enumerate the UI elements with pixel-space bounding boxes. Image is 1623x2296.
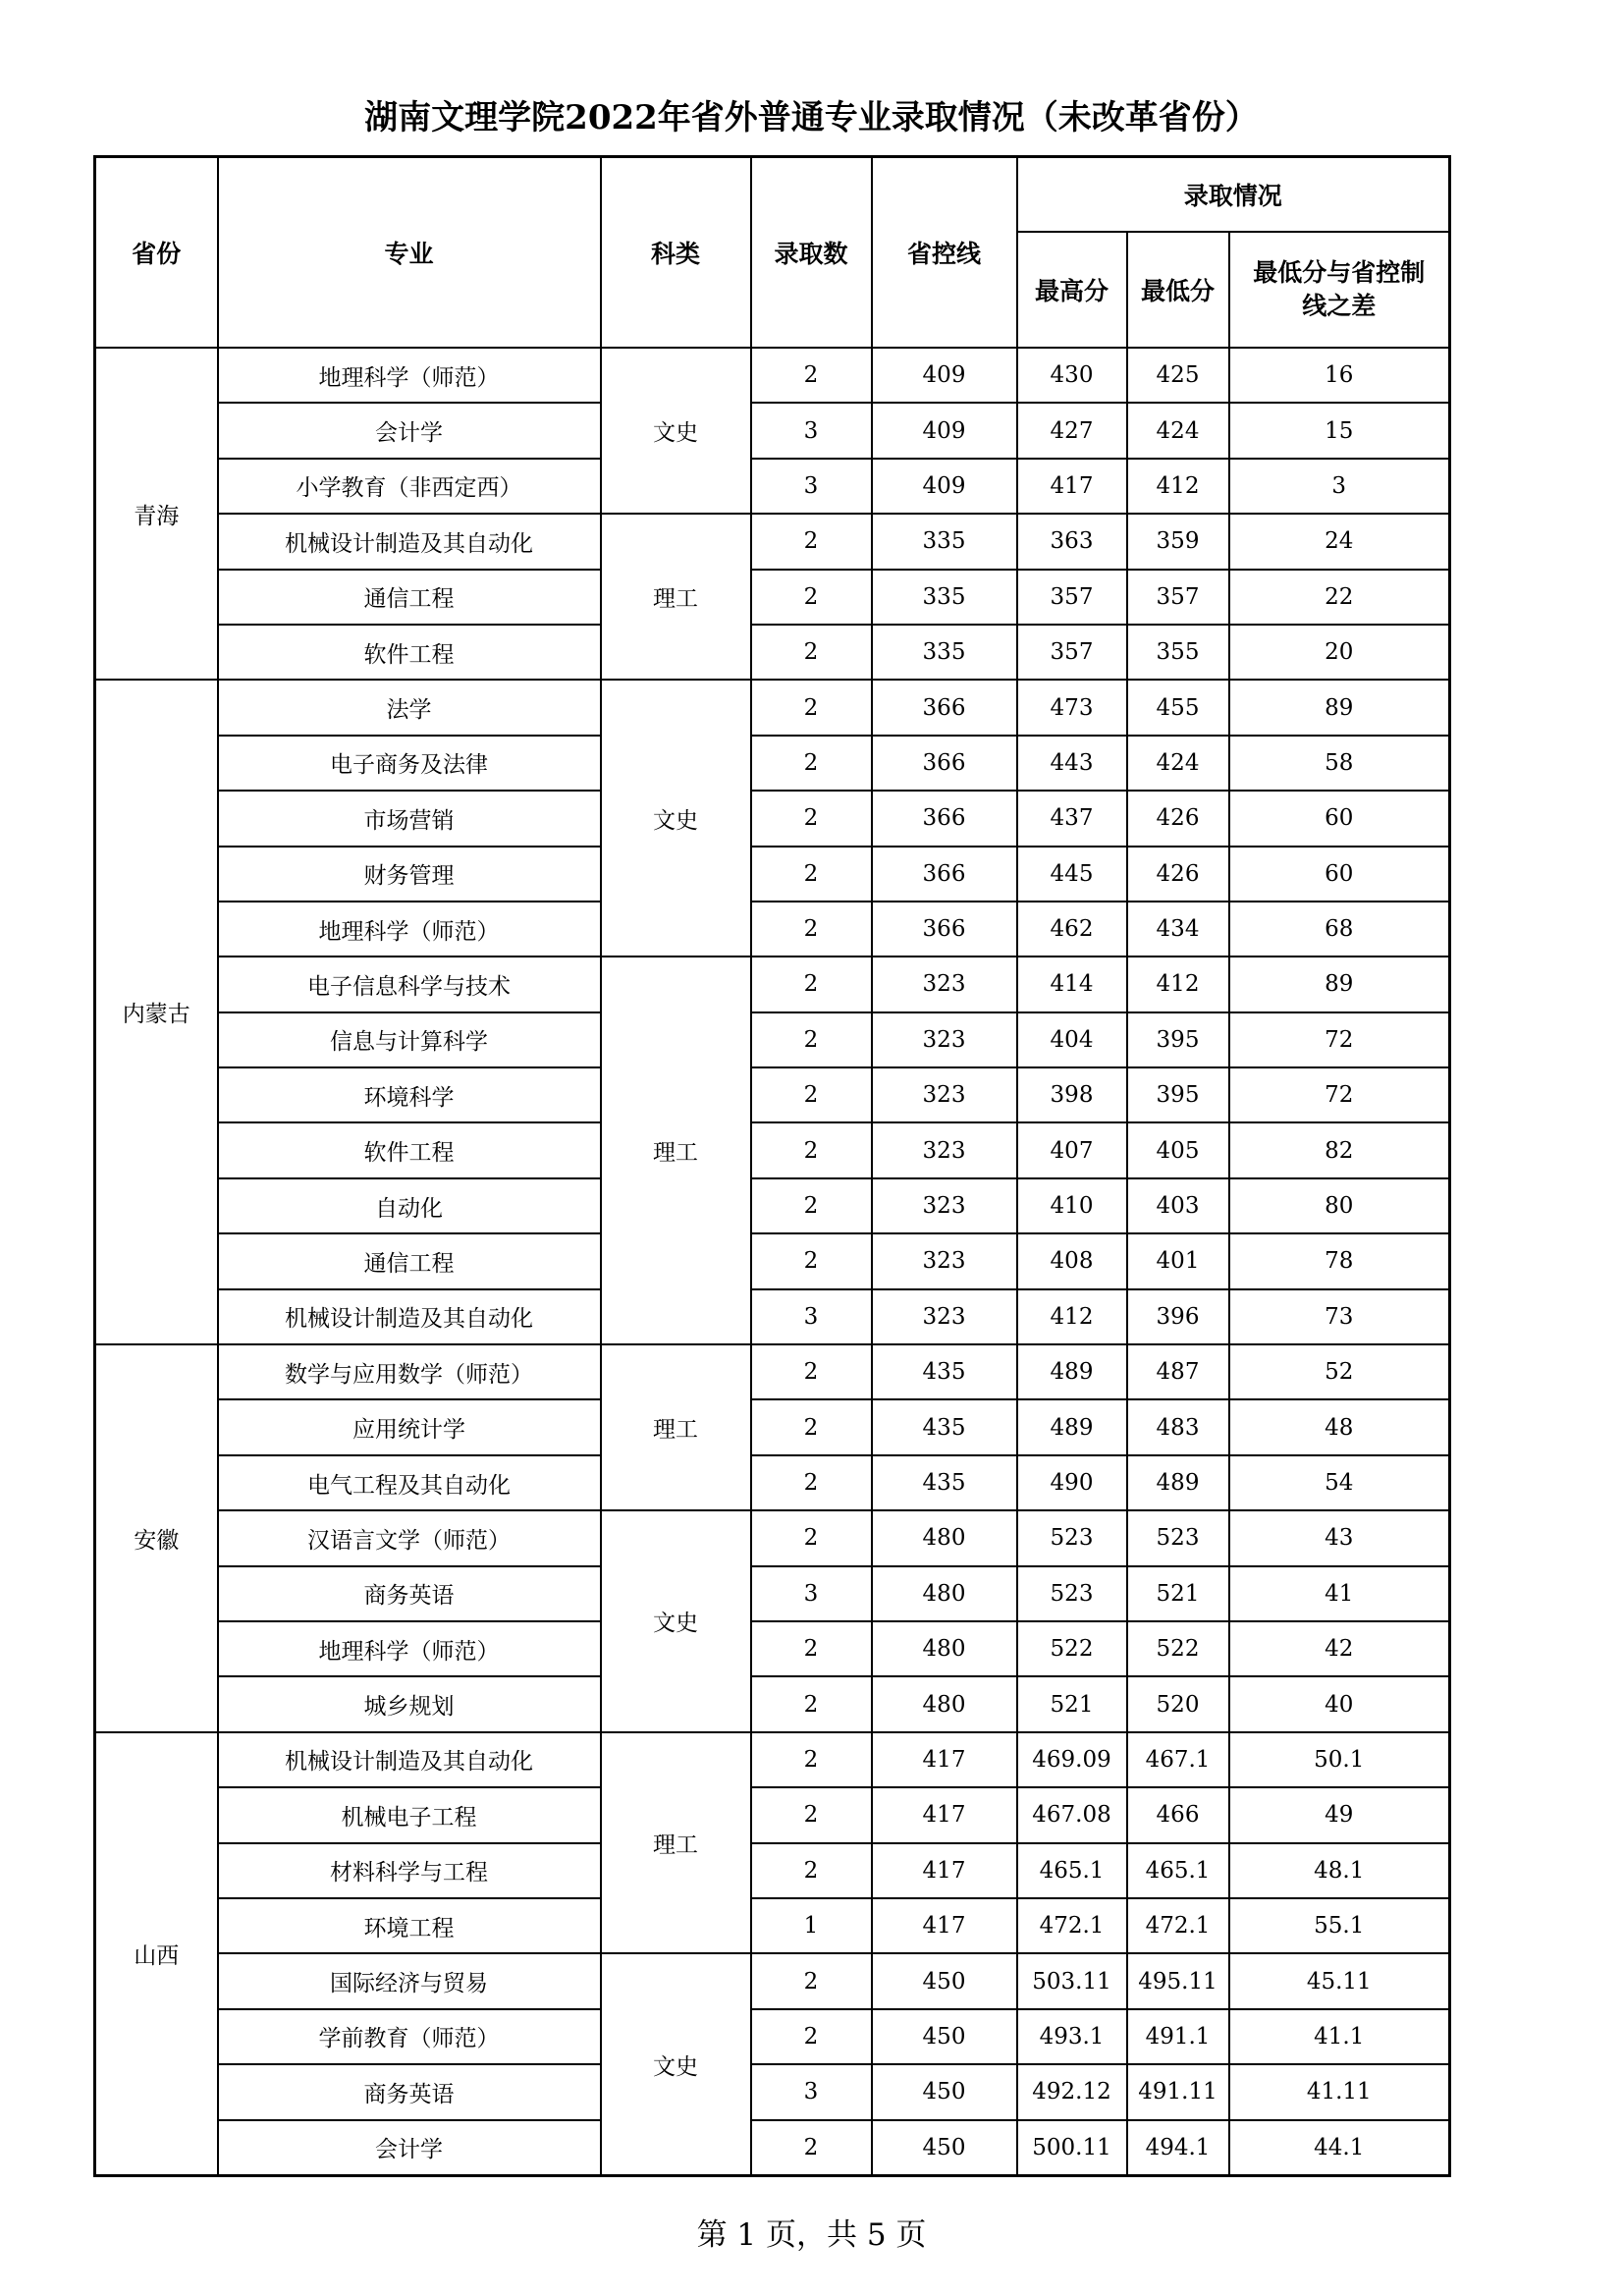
- cell-max-score: 417: [1017, 459, 1127, 514]
- cell-major: 软件工程: [218, 1122, 601, 1177]
- cell-control-line: 435: [872, 1455, 1017, 1510]
- cell-diff: 48: [1229, 1399, 1450, 1454]
- cell-major: 商务英语: [218, 1566, 601, 1621]
- cell-admitted: 3: [751, 403, 872, 458]
- cell-min-score: 491.11: [1127, 2064, 1229, 2119]
- cell-diff: 24: [1229, 514, 1450, 569]
- table-row: [95, 625, 1450, 680]
- table-row: [95, 902, 1450, 957]
- cell-control-line: 450: [872, 2120, 1017, 2176]
- table-row: [95, 1178, 1450, 1233]
- cell-min-score: 465.1: [1127, 1843, 1229, 1898]
- cell-control-line: 480: [872, 1510, 1017, 1565]
- cell-min-score: 395: [1127, 1067, 1229, 1122]
- table-row: [95, 570, 1450, 625]
- cell-diff: 80: [1229, 1178, 1450, 1233]
- cell-max-score: 398: [1017, 1067, 1127, 1122]
- table-row: [95, 348, 1450, 403]
- cell-admitted: 2: [751, 1455, 872, 1510]
- cell-control-line: 450: [872, 2064, 1017, 2119]
- cell-min-score: 494.1: [1127, 2120, 1229, 2176]
- cell-control-line: 409: [872, 403, 1017, 458]
- cell-diff: 78: [1229, 1233, 1450, 1288]
- cell-control-line: 366: [872, 736, 1017, 791]
- cell-diff: 89: [1229, 957, 1450, 1011]
- cell-min-score: 434: [1127, 902, 1229, 957]
- cell-min-score: 403: [1127, 1178, 1229, 1233]
- header-diff: [1229, 232, 1450, 348]
- cell-major: 地理科学（师范）: [218, 1621, 601, 1676]
- cell-control-line: 409: [872, 348, 1017, 403]
- header-diff-label: 最低分与省控制线之差: [1253, 258, 1426, 320]
- table-row: [95, 791, 1450, 846]
- cell-control-line: 480: [872, 1566, 1017, 1621]
- cell-min-score: 520: [1127, 1676, 1229, 1731]
- cell-min-score: 405: [1127, 1122, 1229, 1177]
- cell-control-line: 417: [872, 1787, 1017, 1842]
- cell-control-line: 450: [872, 1953, 1017, 2008]
- cell-max-score: 443: [1017, 736, 1127, 791]
- cell-major: 财务管理: [218, 847, 601, 902]
- cell-max-score: 412: [1017, 1289, 1127, 1344]
- cell-max-score: 492.12: [1017, 2064, 1127, 2119]
- cell-control-line: 323: [872, 1122, 1017, 1177]
- cell-major: 国际经济与贸易: [218, 1953, 601, 2008]
- header-province: 省份: [95, 157, 218, 349]
- cell-major: 地理科学（师范）: [218, 348, 601, 403]
- cell-diff: 43: [1229, 1510, 1450, 1565]
- cell-min-score: 426: [1127, 847, 1229, 902]
- cell-province: 内蒙古: [95, 680, 218, 1344]
- cell-diff: 45.11: [1229, 1953, 1450, 2008]
- cell-max-score: 489: [1017, 1399, 1127, 1454]
- cell-admitted: 2: [751, 514, 872, 569]
- header-admission-group: 录取情况: [1017, 157, 1450, 233]
- table-row: [95, 1953, 1450, 2008]
- table-row: [95, 847, 1450, 902]
- cell-major: 自动化: [218, 1178, 601, 1233]
- table-row: [95, 1732, 1450, 1787]
- cell-major: 通信工程: [218, 1233, 601, 1288]
- table-row: [95, 1012, 1450, 1067]
- cell-min-score: 355: [1127, 625, 1229, 680]
- cell-diff: 60: [1229, 791, 1450, 846]
- cell-min-score: 466: [1127, 1787, 1229, 1842]
- document-title: 湖南文理学院2022年省外普通专业录取情况（未改革省份）: [364, 98, 1259, 137]
- cell-min-score: 491.1: [1127, 2009, 1229, 2064]
- cell-diff: 42: [1229, 1621, 1450, 1676]
- cell-admitted: 3: [751, 459, 872, 514]
- cell-control-line: 435: [872, 1344, 1017, 1399]
- cell-admitted: 2: [751, 902, 872, 957]
- cell-control-line: 335: [872, 625, 1017, 680]
- table-row: [95, 1455, 1450, 1510]
- cell-max-score: 445: [1017, 847, 1127, 902]
- cell-diff: 82: [1229, 1122, 1450, 1177]
- cell-major: 数学与应用数学（师范）: [218, 1344, 601, 1399]
- cell-min-score: 424: [1127, 403, 1229, 458]
- cell-major: 机械电子工程: [218, 1787, 601, 1842]
- cell-diff: 72: [1229, 1067, 1450, 1122]
- cell-control-line: 435: [872, 1399, 1017, 1454]
- cell-admitted: 2: [751, 1787, 872, 1842]
- cell-admitted: 3: [751, 1289, 872, 1344]
- cell-max-score: 521: [1017, 1676, 1127, 1731]
- cell-major: 学前教育（师范）: [218, 2009, 601, 2064]
- cell-control-line: 323: [872, 1067, 1017, 1122]
- cell-major: 城乡规划: [218, 1676, 601, 1731]
- header-min-score: 最低分: [1127, 232, 1229, 348]
- cell-min-score: 455: [1127, 680, 1229, 735]
- cell-admitted: 3: [751, 2064, 872, 2119]
- cell-control-line: 366: [872, 680, 1017, 735]
- cell-max-score: 410: [1017, 1178, 1127, 1233]
- cell-major: 汉语言文学（师范）: [218, 1510, 601, 1565]
- cell-major: 软件工程: [218, 625, 601, 680]
- cell-min-score: 412: [1127, 459, 1229, 514]
- cell-max-score: 404: [1017, 1012, 1127, 1067]
- cell-control-line: 366: [872, 791, 1017, 846]
- cell-control-line: 323: [872, 1233, 1017, 1288]
- cell-province: 山西: [95, 1732, 218, 2176]
- cell-control-line: 323: [872, 957, 1017, 1011]
- cell-admitted: 2: [751, 1843, 872, 1898]
- table-row: [95, 957, 1450, 1011]
- table-row: [95, 1067, 1450, 1122]
- cell-diff: 60: [1229, 847, 1450, 902]
- cell-control-line: 480: [872, 1621, 1017, 1676]
- table-row: [95, 2064, 1450, 2119]
- cell-max-score: 407: [1017, 1122, 1127, 1177]
- cell-control-line: 323: [872, 1289, 1017, 1344]
- cell-major: 应用统计学: [218, 1399, 601, 1454]
- cell-diff: 48.1: [1229, 1843, 1450, 1898]
- cell-max-score: 357: [1017, 570, 1127, 625]
- cell-max-score: 467.08: [1017, 1787, 1127, 1842]
- cell-max-score: 493.1: [1017, 2009, 1127, 2064]
- cell-min-score: 396: [1127, 1289, 1229, 1344]
- admission-table: [93, 155, 1451, 2177]
- cell-admitted: 2: [751, 1178, 872, 1233]
- table-row: [95, 1787, 1450, 1842]
- table-row: [95, 1122, 1450, 1177]
- table-row: [95, 1843, 1450, 1898]
- cell-diff: 50.1: [1229, 1732, 1450, 1787]
- cell-diff: 72: [1229, 1012, 1450, 1067]
- cell-max-score: 489: [1017, 1344, 1127, 1399]
- cell-admitted: 2: [751, 957, 872, 1011]
- cell-min-score: 359: [1127, 514, 1229, 569]
- table-row: [95, 514, 1450, 569]
- cell-major: 机械设计制造及其自动化: [218, 1732, 601, 1787]
- cell-admitted: 2: [751, 736, 872, 791]
- cell-major: 小学教育（非西定西）: [218, 459, 601, 514]
- cell-admitted: 2: [751, 625, 872, 680]
- cell-admitted: 2: [751, 1621, 872, 1676]
- cell-category: 文史: [601, 680, 751, 957]
- cell-min-score: 489: [1127, 1455, 1229, 1510]
- cell-min-score: 523: [1127, 1510, 1229, 1565]
- table-row: [95, 1566, 1450, 1621]
- cell-admitted: 2: [751, 1233, 872, 1288]
- cell-admitted: 2: [751, 680, 872, 735]
- cell-major: 商务英语: [218, 2064, 601, 2119]
- page-footer: 第 1 页，共 5 页: [696, 2217, 927, 2253]
- cell-max-score: 472.1: [1017, 1898, 1127, 1953]
- cell-major: 电子商务及法律: [218, 736, 601, 791]
- cell-control-line: 480: [872, 1676, 1017, 1731]
- header-control-line: 省控线: [872, 157, 1017, 349]
- cell-admitted: 1: [751, 1898, 872, 1953]
- cell-min-score: 424: [1127, 736, 1229, 791]
- cell-category: 文史: [601, 1510, 751, 1732]
- cell-max-score: 430: [1017, 348, 1127, 403]
- table-row: [95, 1344, 1450, 1399]
- table-row: [95, 459, 1450, 514]
- cell-diff: 15: [1229, 403, 1450, 458]
- cell-admitted: 2: [751, 847, 872, 902]
- cell-control-line: 409: [872, 459, 1017, 514]
- cell-diff: 54: [1229, 1455, 1450, 1510]
- cell-diff: 40: [1229, 1676, 1450, 1731]
- cell-category: 理工: [601, 514, 751, 680]
- header-max-score: 最高分: [1017, 232, 1127, 348]
- cell-control-line: 417: [872, 1732, 1017, 1787]
- table-row: [95, 736, 1450, 791]
- cell-category: 文史: [601, 1953, 751, 2175]
- cell-diff: 16: [1229, 348, 1450, 403]
- cell-max-score: 473: [1017, 680, 1127, 735]
- header-category: 科类: [601, 157, 751, 349]
- cell-max-score: 500.11: [1017, 2120, 1127, 2176]
- table-row: [95, 1399, 1450, 1454]
- table-row: [95, 1510, 1450, 1565]
- cell-major: 材料科学与工程: [218, 1843, 601, 1898]
- cell-admitted: 2: [751, 570, 872, 625]
- cell-category: 理工: [601, 1732, 751, 1954]
- cell-min-score: 425: [1127, 348, 1229, 403]
- table-row: [95, 1289, 1450, 1344]
- cell-control-line: 450: [872, 2009, 1017, 2064]
- cell-min-score: 495.11: [1127, 1953, 1229, 2008]
- cell-control-line: 417: [872, 1898, 1017, 1953]
- header-admitted: 录取数: [751, 157, 872, 349]
- cell-max-score: 427: [1017, 403, 1127, 458]
- cell-admitted: 2: [751, 2009, 872, 2064]
- cell-admitted: 2: [751, 1953, 872, 2008]
- cell-major: 会计学: [218, 2120, 601, 2176]
- cell-min-score: 412: [1127, 957, 1229, 1011]
- cell-max-score: 523: [1017, 1566, 1127, 1621]
- cell-category: 文史: [601, 348, 751, 514]
- table-body: [95, 348, 1450, 2175]
- table-row: [95, 2009, 1450, 2064]
- cell-major: 会计学: [218, 403, 601, 458]
- cell-diff: 22: [1229, 570, 1450, 625]
- cell-max-score: 437: [1017, 791, 1127, 846]
- cell-min-score: 467.1: [1127, 1732, 1229, 1787]
- cell-major: 电气工程及其自动化: [218, 1455, 601, 1510]
- cell-major: 机械设计制造及其自动化: [218, 1289, 601, 1344]
- table-row: [95, 1676, 1450, 1731]
- cell-admitted: 2: [751, 1344, 872, 1399]
- cell-admitted: 2: [751, 1732, 872, 1787]
- cell-max-score: 408: [1017, 1233, 1127, 1288]
- cell-max-score: 522: [1017, 1621, 1127, 1676]
- cell-admitted: 2: [751, 1067, 872, 1122]
- cell-major: 电子信息科学与技术: [218, 957, 601, 1011]
- cell-max-score: 465.1: [1017, 1843, 1127, 1898]
- cell-admitted: 2: [751, 348, 872, 403]
- table-row: [95, 1898, 1450, 1953]
- cell-admitted: 2: [751, 1012, 872, 1067]
- cell-admitted: 2: [751, 1676, 872, 1731]
- cell-diff: 49: [1229, 1787, 1450, 1842]
- cell-admitted: 2: [751, 791, 872, 846]
- cell-max-score: 503.11: [1017, 1953, 1127, 2008]
- cell-diff: 52: [1229, 1344, 1450, 1399]
- cell-admitted: 3: [751, 1566, 872, 1621]
- cell-diff: 89: [1229, 680, 1450, 735]
- cell-max-score: 523: [1017, 1510, 1127, 1565]
- cell-control-line: 335: [872, 514, 1017, 569]
- cell-diff: 3: [1229, 459, 1450, 514]
- cell-diff: 55.1: [1229, 1898, 1450, 1953]
- table-row: [95, 1621, 1450, 1676]
- cell-diff: 41.11: [1229, 2064, 1450, 2119]
- cell-control-line: 323: [872, 1178, 1017, 1233]
- cell-max-score: 490: [1017, 1455, 1127, 1510]
- cell-min-score: 487: [1127, 1344, 1229, 1399]
- cell-max-score: 414: [1017, 957, 1127, 1011]
- cell-province: 安徽: [95, 1344, 218, 1732]
- cell-min-score: 472.1: [1127, 1898, 1229, 1953]
- cell-major: 机械设计制造及其自动化: [218, 514, 601, 569]
- cell-max-score: 462: [1017, 902, 1127, 957]
- cell-control-line: 335: [872, 570, 1017, 625]
- cell-province: 青海: [95, 348, 218, 680]
- cell-diff: 41.1: [1229, 2009, 1450, 2064]
- cell-min-score: 483: [1127, 1399, 1229, 1454]
- table-row: [95, 680, 1450, 735]
- cell-major: 市场营销: [218, 791, 601, 846]
- cell-diff: 41: [1229, 1566, 1450, 1621]
- cell-diff: 68: [1229, 902, 1450, 957]
- cell-major: 通信工程: [218, 570, 601, 625]
- table-row: [95, 2120, 1450, 2176]
- cell-diff: 73: [1229, 1289, 1450, 1344]
- cell-min-score: 401: [1127, 1233, 1229, 1288]
- cell-admitted: 2: [751, 2120, 872, 2176]
- cell-min-score: 522: [1127, 1621, 1229, 1676]
- cell-min-score: 521: [1127, 1566, 1229, 1621]
- cell-diff: 44.1: [1229, 2120, 1450, 2176]
- cell-diff: 58: [1229, 736, 1450, 791]
- cell-category: 理工: [601, 957, 751, 1344]
- table-row: [95, 403, 1450, 458]
- cell-control-line: 417: [872, 1843, 1017, 1898]
- cell-major: 信息与计算科学: [218, 1012, 601, 1067]
- cell-control-line: 366: [872, 902, 1017, 957]
- cell-max-score: 363: [1017, 514, 1127, 569]
- cell-diff: 20: [1229, 625, 1450, 680]
- cell-major: 环境工程: [218, 1898, 601, 1953]
- cell-category: 理工: [601, 1344, 751, 1510]
- cell-min-score: 357: [1127, 570, 1229, 625]
- cell-control-line: 323: [872, 1012, 1017, 1067]
- cell-major: 地理科学（师范）: [218, 902, 601, 957]
- header-major: 专业: [218, 157, 601, 349]
- cell-control-line: 366: [872, 847, 1017, 902]
- cell-admitted: 2: [751, 1510, 872, 1565]
- table-row: [95, 1233, 1450, 1288]
- cell-min-score: 426: [1127, 791, 1229, 846]
- cell-max-score: 357: [1017, 625, 1127, 680]
- cell-major: 法学: [218, 680, 601, 735]
- cell-admitted: 2: [751, 1122, 872, 1177]
- cell-admitted: 2: [751, 1399, 872, 1454]
- cell-min-score: 395: [1127, 1012, 1229, 1067]
- cell-major: 环境科学: [218, 1067, 601, 1122]
- cell-max-score: 469.09: [1017, 1732, 1127, 1787]
